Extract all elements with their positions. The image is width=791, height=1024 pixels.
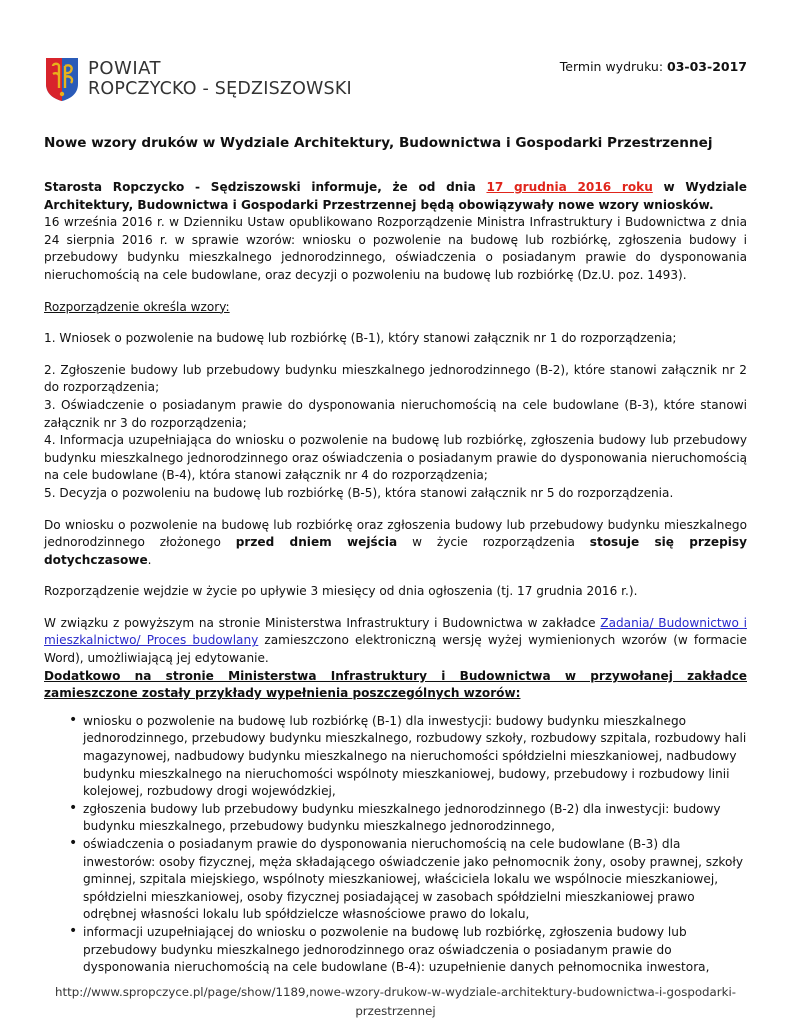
page-title: Nowe wzory druków w Wydziale Architektury, Budownictwa i Gospodarki Przestrzennej xyxy=(44,135,713,151)
intro-paragraph xyxy=(44,179,747,285)
logo-text xyxy=(88,58,352,100)
article-body xyxy=(44,179,747,977)
list-item: 2. Zgłoszenie budowy lub przebudowy budynku mieszkalnego jednorodzinnego (B-2), które stanowi załącznik nr 2 do rozporządzenia; xyxy=(44,362,747,395)
print-date-label: Termin wydruku: xyxy=(559,59,668,74)
logo-line-1: POWIAT xyxy=(88,58,162,79)
list-item: 1. Wniosek o pozwolenie na budowę lub rozbiórkę (B-1), który stanowi załącznik nr 1 do rozporządzenia; xyxy=(44,331,677,346)
print-date xyxy=(560,59,747,74)
intro-text: 16 września 2016 r. w Dzienniku Ustaw opublikowano Rozporządzenie Ministra Infrastruktury i Budownictwa z dnia 24 sierpnia 2016 r. w sprawie wzorów: wniosku o pozwolenie na budowę lub rozbiórkę, zgłoszenia budowy i przebudowy budynku mieszkalnego jednorodzinnego, oświadczenia o posiadanym prawie do dysponowania nieruchomością na cele budowlane, oraz decyzji o pozwoleniu na budowę lub rozbiórkę (Dz.U. poz. 1493). xyxy=(44,215,747,282)
examples-heading xyxy=(44,668,747,703)
transition-text-1: Do wniosku o pozwolenie na budowę lub rozbiórkę oraz zgłoszenia budowy lub przebudowy budynku mieszkalnego jednorodzinnego złożonego xyxy=(44,517,747,550)
county-logo[interactable] xyxy=(44,56,352,102)
list-heading-text: Rozporządzenie określa wzory: xyxy=(44,299,230,314)
transition-text-2: w życie rozporządzenia xyxy=(397,535,590,550)
intro-bold-after: w Wydziale Architektury, Budownictwa i Gospodarki Przestrzennej będą obowiązywały nowe wzory wniosków. xyxy=(44,180,748,212)
list-item: • oświadczenia o posiadanym prawie do dysponowania nieruchomością na cele budowlane (B-3) dla inwestorów: osoby fizycznej, męża składającego oświadczenie jako pełnomocnik żony, osoby prawnej, szkoły gminnej, szpitala miejskiego, wspólnoty mieszkaniowej, właściciela lokalu we wspólnocie mieszkaniowej, spółdzielni mieszkaniowej, osoby fizycznej posiadającej w zasobach spółdzielni mieszkaniowej prawo odrębnej własności lokalu lub spółdzielcze własnościowe prawo do lokalu, xyxy=(83,836,747,924)
list-item: 4. Informacja uzupełniająca do wniosku o pozwolenie na budowę lub rozbiórkę, zgłoszenia budowy lub przebudowy budynku mieszkalnego jednorodzinnego oraz oświadczenia o posiadanym prawie do dysponowania nieruchomością na cele budowlane (B-4), która stanowi załącznik nr 4 do rozporządzenia; xyxy=(44,433,747,483)
link-paragraph xyxy=(44,615,747,668)
transition-bold-1: przed dniem wejścia xyxy=(235,535,398,550)
list-item: 5. Decyzja o pozwoleniu na budowę lub rozbiórkę (B-5), która stanowi załącznik nr 5 do rozporządzenia. xyxy=(44,485,674,500)
county-crest-icon xyxy=(44,56,80,102)
list-item: • wniosku o pozwolenie na budowę lub rozbiórkę (B-1) dla inwestycji: budowy budynku mieszkalnego jednorodzinnego, przebudowy budynku mieszkalnego, rozbudowy szkoły, rozbudowy szpitala, rozbudowy hali magazynowej, nadbudowy budynku mieszkalnego na nieruchomości spółdzielni mieszkaniowej, nadbudowy budynku mieszkalnego na nieruchomości wspólnoty mieszkaniowej, budowy, przebudowy i rozbudowy linii kolejowej, rozbudowy drogi wojewódzkiej, xyxy=(83,713,747,801)
intro-bold-before: Starosta Ropczycko - Sędziszowski informuje, że od dnia xyxy=(44,180,487,194)
page-footer-url xyxy=(0,983,791,1021)
ministry-process-link[interactable]: Zadania/ Budownictwo i mieszkalnictwo/ Proces budowlany xyxy=(44,615,747,648)
document-page xyxy=(44,0,748,975)
footer-url-line-2: przestrzennej xyxy=(355,1004,436,1018)
list-heading xyxy=(44,299,747,317)
examples-heading-text: Dodatkowo na stronie Ministerstwa Infrastruktury i Budownictwa w przywołanej zakładce zamieszczone zostały przykłady wypełnienia poszczególnych wzorów: xyxy=(44,668,747,701)
page-header xyxy=(44,0,747,110)
transition-bold-2: stosuje się przepisy dotychczasowe xyxy=(44,535,747,567)
list-item: • informacji uzupełniającej do wniosku o pozwolenie na budowę lub rozbiórkę, zgłoszenia budowy lub przebudowy budynku mieszkalnego jednorodzinnego oraz oświadczenia o posiadanym prawie do dysponowania nieruchomością na cele budowlane (B-4): uzupełnienie danych pełnomocnika inwestora, xyxy=(83,924,747,977)
print-date-value: 03-03-2017 xyxy=(667,59,747,74)
link-paragraph-text-1: W związku z powyższym na stronie Ministerstwa Infrastruktury i Budownictwa w zakładce xyxy=(44,615,601,630)
transition-paragraph xyxy=(44,517,747,570)
footer-url-line-1: http://www.spropczyce.pl/page/show/1189,nowe-wzory-drukow-w-wydziale-architektury-budownictwa-i-gospodarki- xyxy=(54,985,736,999)
examples-list xyxy=(44,713,747,977)
logo-line-2: ROPCZYCKO - SĘDZISZOWSKI xyxy=(88,79,352,99)
list-item: 3. Oświadczenie o posiadanym prawie do dysponowania nieruchomością na cele budowlane (B-3), które stanowi załącznik nr 3 do rozporządzenia; xyxy=(44,397,747,430)
link-paragraph-text-2: zamieszczono elektroniczną wersję wyżej wymienionych wzorów (w formacie Word), umożliwiającą jej edytowanie. xyxy=(44,633,747,666)
transition-text-3: . xyxy=(147,552,152,567)
effective-paragraph: Rozporządzenie wejdzie w życie po upływie 3 miesięcy od dnia ogłoszenia (tj. 17 grudnia 2016 r.). xyxy=(44,584,638,599)
effective-date-highlight: 17 grudnia 2016 roku xyxy=(486,180,653,194)
list-item: • zgłoszenia budowy lub przebudowy budynku mieszkalnego jednorodzinnego (B-2) dla inwestycji: budowy budynku mieszkalnego, przebudowy budynku mieszkalnego jednorodzinnego, xyxy=(83,801,747,836)
